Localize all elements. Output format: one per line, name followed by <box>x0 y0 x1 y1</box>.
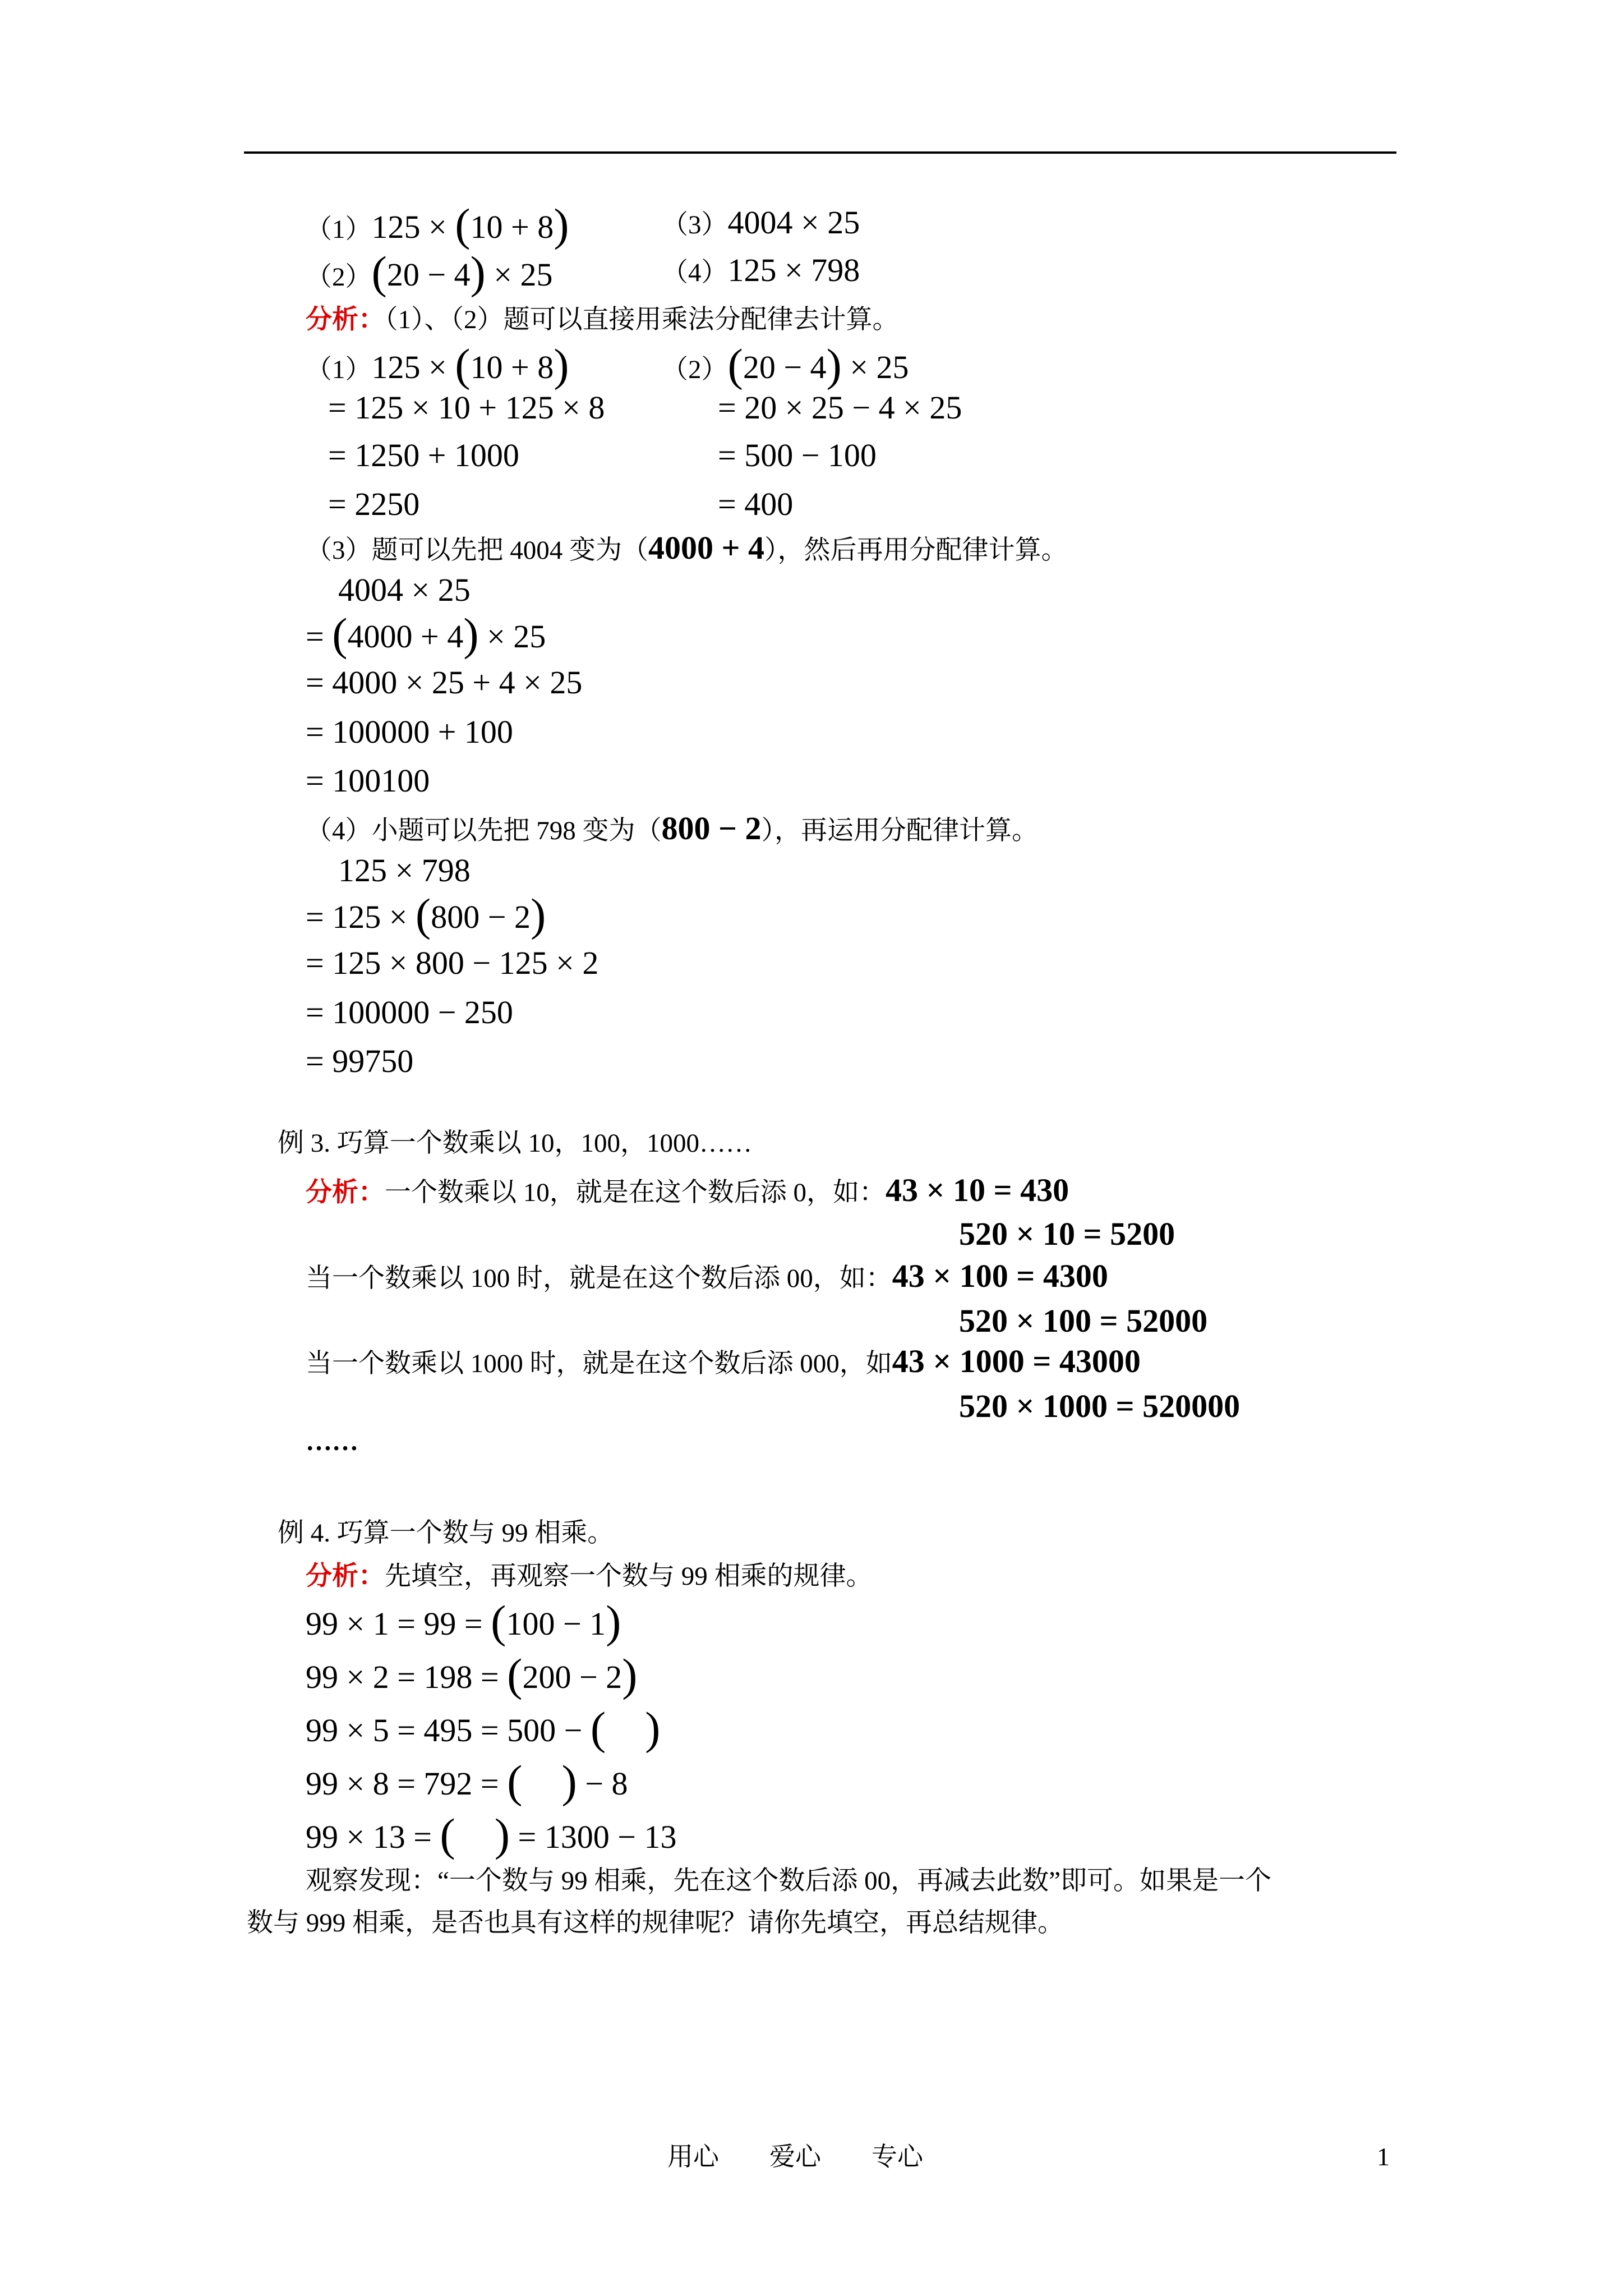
footer-slogan: 用心 爱心 专心 <box>667 2142 923 2171</box>
example-3-math: 520 × 100 = 52000 <box>959 1303 1208 1339</box>
problem-1: （1）125 × (10 + 8) <box>306 199 569 250</box>
solution-1-step: = 1250 + 1000 <box>328 437 519 473</box>
solution-3-step: = 100000 + 100 <box>306 714 513 750</box>
solution-4-step: = 100000 − 250 <box>306 994 513 1030</box>
solution-1-step: = 125 × 10 + 125 × 8 <box>328 389 605 426</box>
analysis-1: 分析：（1）、（2）题可以直接用乘法分配律去计算。 <box>306 305 899 334</box>
example-3-ellipsis: …… <box>306 1427 358 1456</box>
example-3-analysis: 分析：一个数乘以 10，就是在这个数后添 0，如：43 × 10 = 430 <box>306 1172 1069 1208</box>
solution-4-intro: （4）小题可以先把 798 变为（800 − 2），再运用分配律计算。 <box>306 810 1039 846</box>
solution-3-step: = 4000 × 25 + 4 × 25 <box>306 664 583 701</box>
solution-4-step: = 125 × 800 − 125 × 2 <box>306 945 599 981</box>
example-4-equation: 99 × 2 = 198 = (200 − 2) <box>306 1649 638 1700</box>
solution-4-step: = 99750 <box>306 1043 414 1079</box>
solution-1-step: = 2250 <box>328 486 420 522</box>
problem-2: （2）(20 − 4) × 25 <box>306 247 553 298</box>
solution-2-step: = 20 × 25 − 4 × 25 <box>718 389 962 426</box>
solution-1-head: （1）125 × (10 + 8) <box>306 339 569 390</box>
solution-4-line: 125 × 798 <box>338 852 471 889</box>
header-rule <box>244 151 1396 154</box>
solution-3-line: = (4000 + 4) × 25 <box>306 609 546 660</box>
problem-4: （4）125 × 798 <box>662 252 860 288</box>
example-4-equation: 99 × 1 = 99 = (100 − 1) <box>306 1596 621 1647</box>
example-3-math: 520 × 10 = 5200 <box>959 1216 1175 1252</box>
example-3-line: 当一个数乘以 100 时，就是在这个数后添 00，如：43 × 100 = 4300 <box>306 1258 1108 1294</box>
solution-2-head: （2）(20 − 4) × 25 <box>662 339 909 390</box>
page-number: 1 <box>1377 2142 1390 2171</box>
solution-3-line: 4004 × 25 <box>338 572 471 608</box>
solution-3-intro: （3）题可以先把 4004 变为（4000 + 4），然后再用分配律计算。 <box>306 530 1068 566</box>
solution-2-step: = 400 <box>718 486 794 522</box>
example-4-equation: 99 × 8 = 792 = ( ) − 8 <box>306 1756 628 1807</box>
solution-4-line: = 125 × (800 − 2) <box>306 889 546 940</box>
example-4-title: 例 4. 巧算一个数与 99 相乘。 <box>278 1519 614 1548</box>
example-4-analysis: 分析：先填空，再观察一个数与 99 相乘的规律。 <box>306 1562 873 1591</box>
solution-2-step: = 500 − 100 <box>718 437 877 473</box>
example-4-equation: 99 × 13 = ( ) = 1300 − 13 <box>306 1809 677 1860</box>
observation-line-1: 观察发现：“一个数与 99 相乘，先在这个数后添 00，再减去此数”即可。如果是一个 <box>306 1866 1271 1895</box>
example-3-line: 当一个数乘以 1000 时，就是在这个数后添 000，如43 × 1000 = 43000 <box>306 1343 1141 1379</box>
observation-line-2: 数与 999 相乘，是否也具有这样的规律呢？请你先填空，再总结规律。 <box>247 1908 1064 1938</box>
problem-3: （3）4004 × 25 <box>662 204 860 241</box>
example-3-math: 520 × 1000 = 520000 <box>959 1388 1241 1424</box>
example-3-title: 例 3. 巧算一个数乘以 10，100，1000…… <box>278 1129 752 1158</box>
example-4-equation: 99 × 5 = 495 = 500 − ( ) <box>306 1703 661 1754</box>
solution-3-step: = 100100 <box>306 762 430 799</box>
